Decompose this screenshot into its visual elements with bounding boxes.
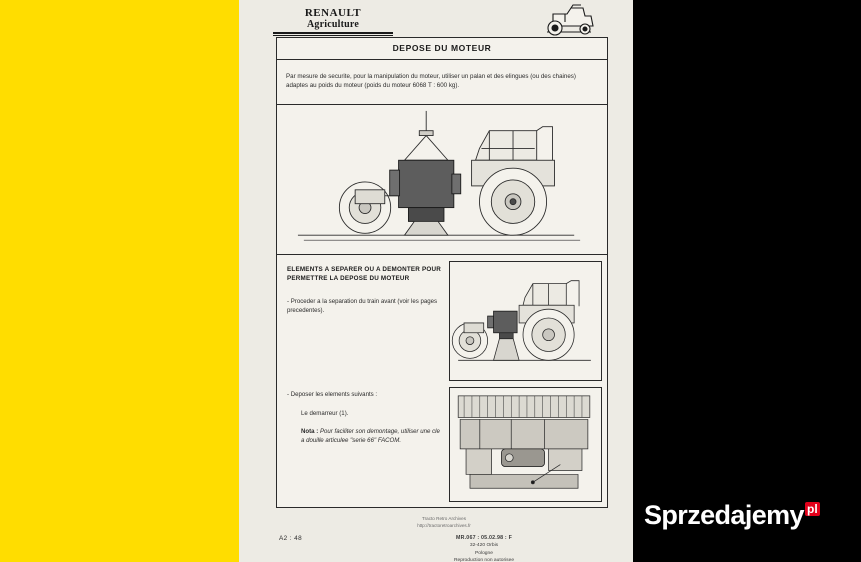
watermark-text: Sprzedajemy: [644, 500, 804, 530]
scan-credit: [369, 516, 519, 530]
page-number: A2 : 48: [279, 535, 303, 542]
page-title-box: [276, 37, 608, 61]
brand-name: RENAULT: [304, 7, 362, 19]
left-yellow-band: [0, 0, 239, 562]
brand-rule-thick: [273, 32, 393, 34]
reference-line2: 32-420 Orbis: [469, 543, 499, 549]
tractor-icon: [535, 2, 607, 40]
figure-starter-detail: [449, 387, 602, 502]
elements-bullet-2: - Deposer les elements suivants :: [287, 391, 378, 398]
scan-credit-line2: http://tractoretroarchives.fr: [417, 522, 471, 528]
elements-section: [276, 254, 608, 508]
reference-line4: Reproduction non autorisee: [453, 558, 515, 562]
elements-bullet-1: - Proceder a la separation du train avant (voir les pages precedentes).: [287, 298, 438, 315]
watermark-domain-suffix: pl: [806, 502, 818, 516]
elements-nota: [301, 427, 441, 446]
page-title: DEPOSE DU MOTEUR: [392, 43, 492, 53]
nota-text: Pour faciliter son demontage, utiliser une cle a douille articulee "serie 66" FACOM.: [301, 428, 440, 445]
reference-code: MR.067 : 05.02.98 : F: [455, 535, 512, 541]
main-figure: [276, 104, 608, 256]
brand-logo: [273, 8, 393, 36]
reference-line3: Pologne: [475, 550, 493, 556]
scanned-document-page: [239, 0, 633, 562]
elements-heading: ELEMENTS A SEPARER OU A DEMONTER POUR PERMETTRE LA DEPOSE DU MOTEUR: [287, 266, 441, 283]
safety-note-box: [276, 59, 608, 106]
brand-subtitle: Agriculture: [306, 18, 359, 30]
brand-rule-thin: [273, 35, 393, 36]
document-reference: [399, 534, 569, 562]
safety-note-text: Par mesure de securite, pour la manipulation du moteur, utiliser un palan et des elingues (ou des chaines) adaptes au poids du moteur (poids du moteur 6068 T : 600 kg).: [286, 73, 576, 89]
elements-item-1: Le demarreur (1).: [301, 410, 349, 417]
nota-label: Nota :: [301, 428, 319, 435]
right-black-band: [633, 0, 861, 562]
site-watermark: [644, 500, 859, 531]
figure-front-axle: [449, 261, 602, 381]
scan-credit-line1: Tracto Retro Archives: [422, 516, 466, 521]
